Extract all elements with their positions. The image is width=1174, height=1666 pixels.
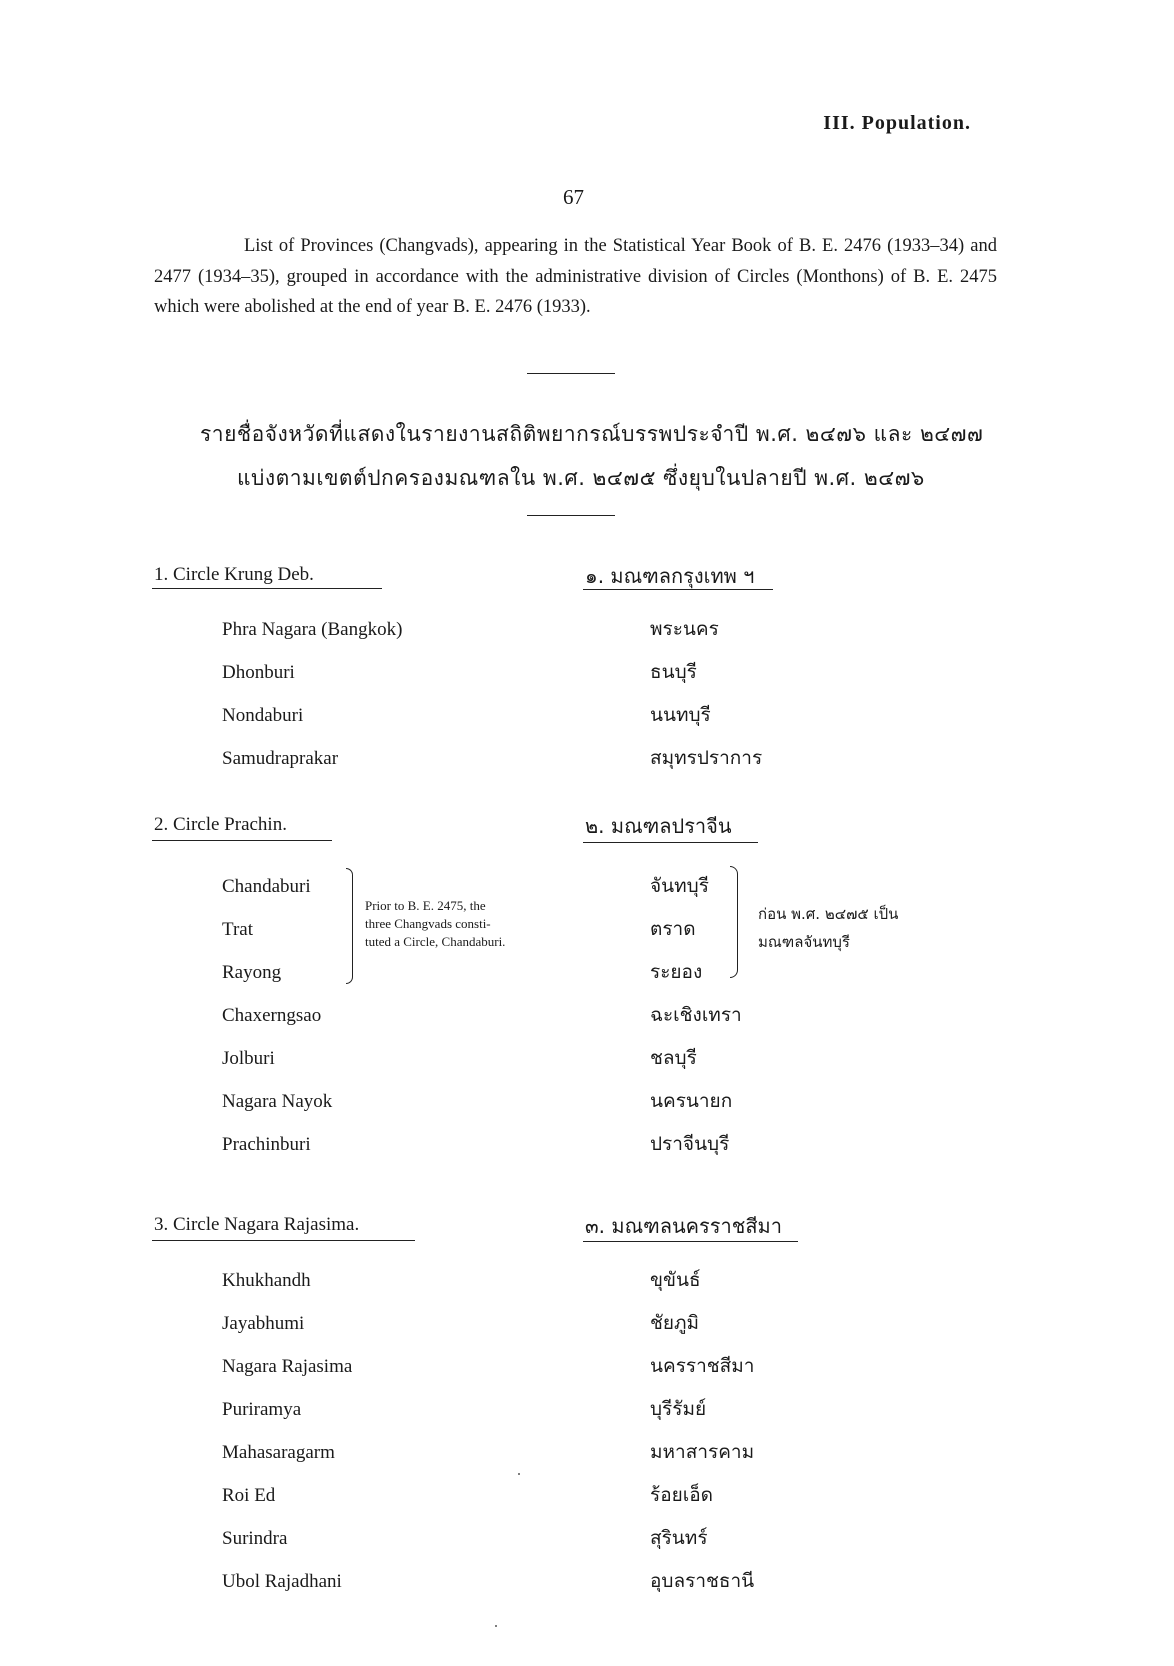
section-title: III. Population. — [823, 112, 971, 134]
province-th: นครราชสีมา — [650, 1355, 755, 1377]
province-en: Mahasaragarm — [222, 1442, 335, 1463]
province-th: ฉะเชิงเทรา — [650, 1004, 742, 1026]
province-en: Puriramya — [222, 1399, 302, 1420]
divider-bottom — [527, 515, 615, 516]
circle-heading-en: 3. Circle Nagara Rajasima. — [154, 1214, 360, 1235]
province-th: ชัยภูมิ — [650, 1312, 700, 1334]
province-th: ระยอง — [650, 961, 703, 983]
circle-heading-en: 1. Circle Krung Deb. — [154, 564, 314, 585]
province-en: Surindra — [222, 1528, 288, 1549]
province-th: บุรีรัมย์ — [650, 1398, 707, 1420]
province-en: Nagara Rajasima — [222, 1356, 353, 1377]
circle-heading-th: ๓. มณฑลนครราชสีมา — [585, 1214, 782, 1238]
province-en: Chaxerngsao — [222, 1005, 322, 1026]
province-th: ร้อยเอ็ด — [650, 1484, 713, 1506]
circle-heading-en-underline — [152, 840, 332, 841]
province-en: Ubol Rajadhani — [222, 1571, 342, 1592]
province-en: Khukhandh — [222, 1270, 311, 1291]
province-en: Jolburi — [222, 1048, 275, 1069]
note-bracket-th — [730, 866, 738, 978]
province-th: ชลบุรี — [650, 1047, 697, 1069]
thai-heading-line-1: รายชื่อจังหวัดที่แสดงในรายงานสถิติพยากรณ์บรรพประจำปี พ.ศ. ๒๔๗๖ และ ๒๔๗๗ — [200, 422, 984, 446]
province-th: ธนบุรี — [650, 661, 697, 683]
province-th: ตราด — [650, 918, 696, 940]
province-en: Prachinburi — [222, 1134, 311, 1155]
province-th: นครนายก — [650, 1090, 733, 1112]
circle-heading-th-underline — [583, 1241, 798, 1242]
province-en: Roi Ed — [222, 1485, 276, 1506]
province-en: Nagara Nayok — [222, 1091, 333, 1112]
province-th: อุบลราชธานี — [650, 1570, 755, 1592]
note-en: Prior to B. E. 2475, the three Changvads consti- tuted a Circle, Chandaburi. — [365, 898, 506, 949]
print-speck — [495, 1625, 497, 1627]
province-en: Trat — [222, 919, 253, 940]
province-th: ปราจีนบุรี — [650, 1133, 730, 1155]
circle-heading-en: 2. Circle Prachin. — [154, 814, 287, 835]
province-th: นนทบุรี — [650, 704, 711, 726]
province-th: จันทบุรี — [650, 875, 709, 897]
note-bracket-en — [346, 868, 353, 984]
province-th: ขุขันธ์ — [650, 1269, 701, 1291]
circle-heading-th: ๑. มณฑลกรุงเทพ ฯ — [585, 564, 755, 588]
circle-heading-th-underline — [583, 589, 773, 590]
province-th: พระนคร — [650, 618, 719, 640]
thai-heading-line-2: แบ่งตามเขตต์ปกครองมณฑลใน พ.ศ. ๒๔๗๕ ซึ่งยุบในปลายปี พ.ศ. ๒๔๗๖ — [237, 466, 925, 490]
province-th: สุรินทร์ — [650, 1527, 708, 1549]
print-speck — [518, 1473, 520, 1475]
province-th: สมุทรปราการ — [650, 747, 763, 769]
province-en: Phra Nagara (Bangkok) — [222, 619, 403, 640]
circle-heading-th-underline — [583, 842, 758, 843]
note-th: ก่อน พ.ศ. ๒๔๗๕ เป็น มณฑลจันทบุรี — [758, 905, 899, 951]
province-en: Dhonburi — [222, 662, 295, 683]
page-number: 67 — [563, 185, 584, 209]
intro-paragraph: List of Provinces (Changvads), appearing in the Statistical Year Book of B. E. 2476 (1933–34) and 2477 (1934–35), grouped in accordance with the administrative division of Circles (Monthons) of B. E. 2475 which were abolished at the end of year B. E. 2476 (1933). — [154, 236, 997, 317]
province-en: Jayabhumi — [222, 1313, 305, 1334]
province-th: มหาสารคาม — [650, 1441, 755, 1463]
province-en: Samudraprakar — [222, 748, 339, 769]
divider-top — [527, 373, 615, 374]
circle-heading-en-underline — [152, 1240, 415, 1241]
circle-heading-en-underline — [152, 588, 382, 589]
province-en: Chandaburi — [222, 876, 311, 897]
circle-heading-th: ๒. มณฑลปราจีน — [585, 814, 732, 838]
province-en: Nondaburi — [222, 705, 304, 726]
province-en: Rayong — [222, 962, 282, 983]
